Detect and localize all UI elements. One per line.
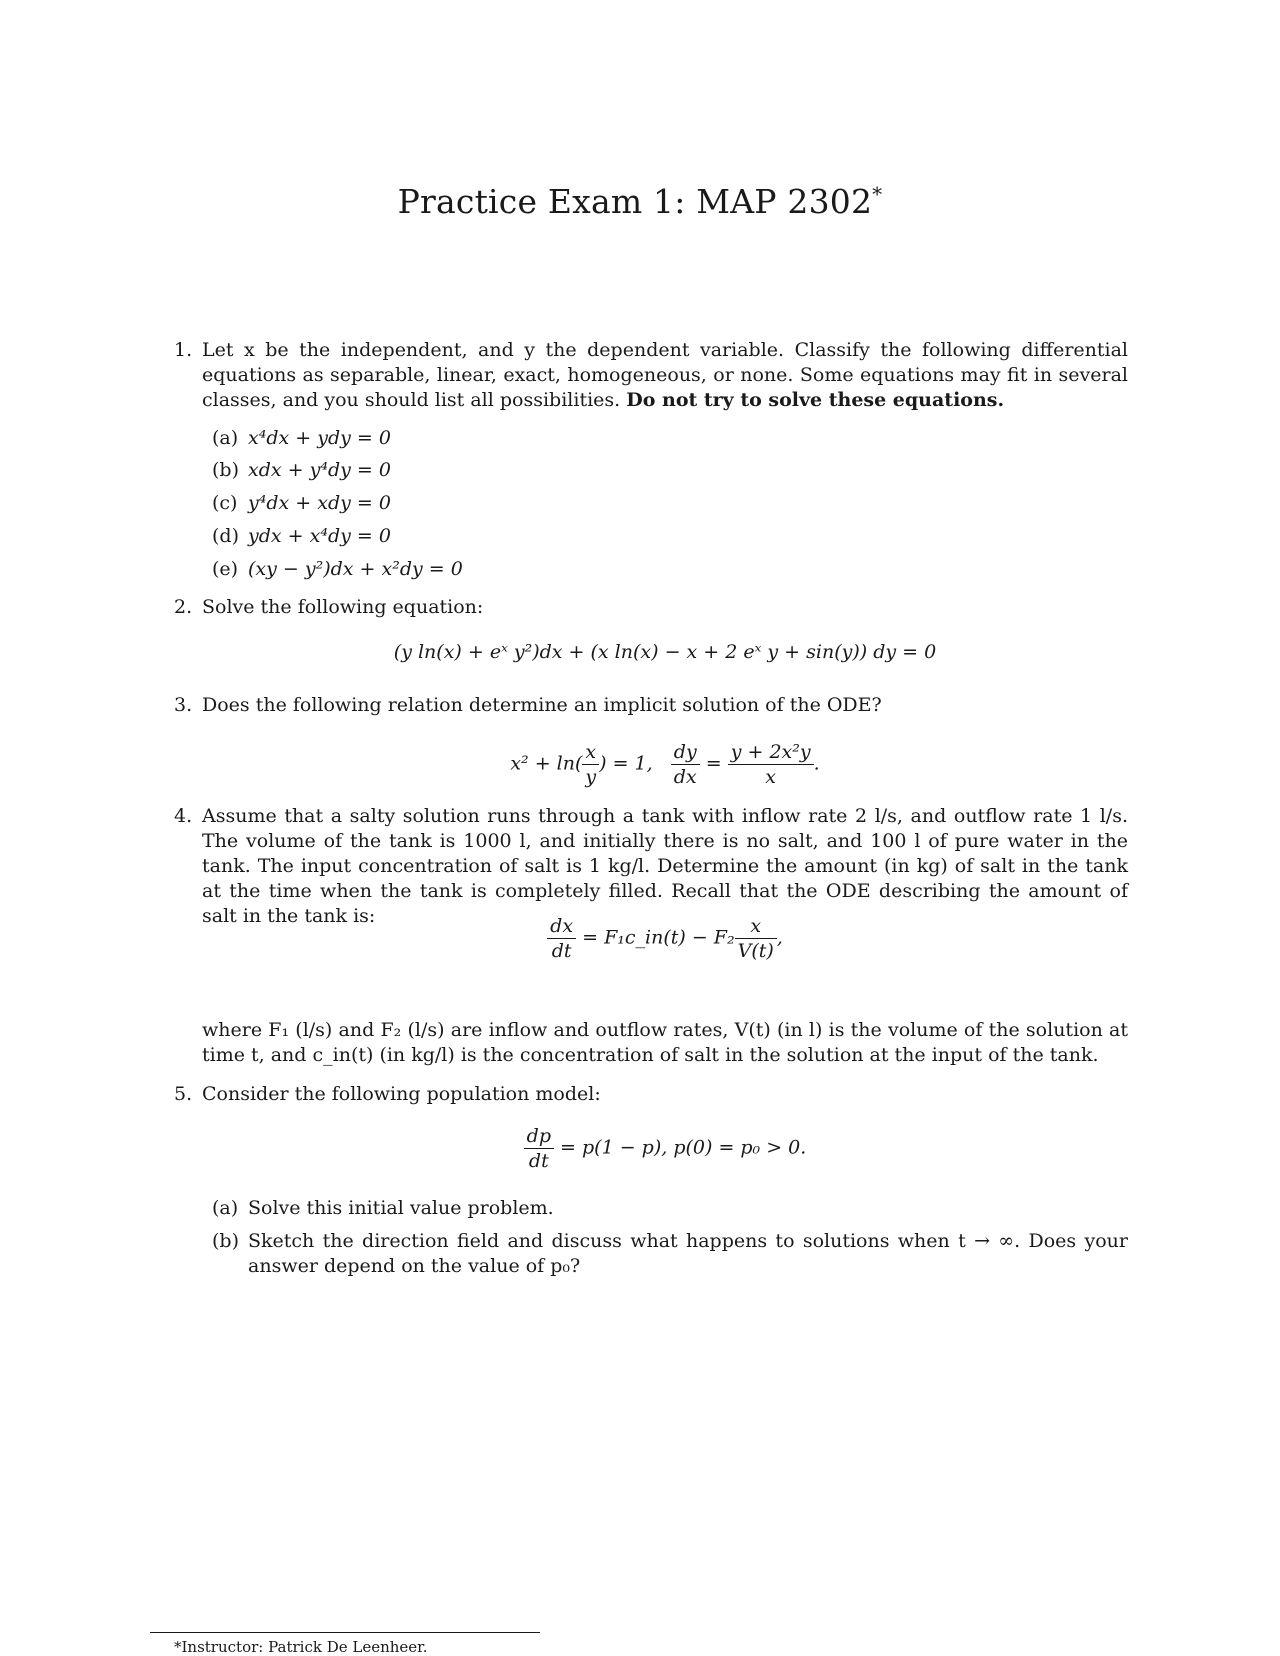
q4-eq-end: , [776,926,783,949]
q1c-label: (c) [212,492,238,514]
q5-equation [202,1124,1128,1173]
q5-text: Consider the following population model: [202,1083,601,1105]
q3-fraction-rhs [728,740,814,789]
q1b-label: (b) [212,459,239,481]
q1e-equation: (xy − y²)dx + x²dy = 0 [248,558,463,580]
q5-frac-numerator: dp [524,1124,554,1149]
q4-frac2-denominator: V(t) [737,940,774,962]
q4-frac2-numerator: x [735,914,777,939]
q4-equation [202,914,1128,963]
q4-after-text: where F₁ (l/s) and F₂ (l/s) are inflow and outflow rates, V(t) (in l) is the volume of the solution at time t, and c_in(t) (in kg/l) is the concentration of salt in the solution at the input of the tank. [202,1019,1128,1066]
q5b-text: Sketch the direction field and discuss what happens to solutions when t → ∞. Does your answer depend on the value of p₀? [248,1230,1128,1277]
q3-frac3-numerator: y + 2x²y [728,740,814,765]
q3-fraction-x-over-y [582,740,599,789]
q4-eq-mid: = F₁c_in(t) − F₂ [582,926,735,949]
q1a-equation: x⁴dx + ydy = 0 [248,427,391,449]
q2-equation: (y ln(x) + eˣ y²)dx + (x ln(x) − x + 2 eˣ y + sin(y)) dy = 0 [393,641,937,663]
q1a-label: (a) [212,427,239,449]
q3-number: 3. [174,694,193,716]
q1-text [202,338,1128,413]
q1e-label: (e) [212,558,239,580]
q2-text: Solve the following equation: [202,596,484,618]
q5-fraction-dp-dt [524,1124,554,1173]
title-footnote-mark: * [872,182,883,206]
q3-eq-mid: ) = 1, [599,752,653,775]
q4-text: Assume that a salty solution runs through a tank with inflow rate 2 l/s, and outflow rate 1 l/s. The volume of the tank is 1000 l, and initially there is no salt, and 100 l of pure water in the tank. The input concentration of salt is 1 kg/l. Determine the amount (in kg) of salt in the tank at the time when the tank is completely filled. Recall that the ODE describing the amount of salt in the tank is: [202,805,1128,927]
q1-text-body: Let x be the independent, and y the dependent variable. Classify the following differential equations as separable, linear, exact, homogeneous, or none. Some equations may fit in several classes, and you should list all possibilities. [202,339,1128,411]
q3-frac1-numerator: x [582,740,599,765]
q2-number: 2. [174,596,193,618]
q5b-label: (b) [212,1230,239,1252]
q3-text: Does the following relation determine an implicit solution of the ODE? [202,694,882,716]
q4-fraction-dx-dt [547,914,576,963]
q5-number: 5. [174,1083,193,1105]
q3-eq-end: . [813,752,820,775]
q5a-text: Solve this initial value problem. [248,1197,554,1219]
footnote-rule [150,1632,540,1633]
q1-number: 1. [174,339,193,361]
q3-fraction-dy-dx [671,740,700,789]
q4-fraction-x-over-v [735,914,777,963]
q3-equation [202,740,1128,789]
q1d-equation: ydx + x⁴dy = 0 [248,525,391,547]
q3-eq-equals: = [705,752,722,775]
q4-number: 4. [174,805,193,827]
q3-eq-left: x² + ln( [510,752,583,775]
q3-frac3-denominator: x [765,766,777,788]
q5-frac-denominator: dt [528,1150,549,1172]
q3-frac1-denominator: y [585,766,597,788]
q4-frac1-denominator: dt [551,940,572,962]
q1d-label: (d) [212,525,239,547]
q1-text-bold: Do not try to solve these equations. [626,389,1005,411]
q4-frac1-numerator: dx [547,914,576,939]
q3-frac2-denominator: dx [673,766,697,788]
page-title: Practice Exam 1: MAP 2302* [397,182,883,221]
q5-eq-rest: = p(1 − p), p(0) = p₀ > 0. [560,1136,807,1159]
q5a-label: (a) [212,1197,239,1219]
footnote: *Instructor: Patrick De Leenheer. [174,1638,428,1656]
q3-frac2-numerator: dy [671,740,700,765]
q1b-equation: xdx + y⁴dy = 0 [248,459,391,481]
q1c-equation: y⁴dx + xdy = 0 [248,492,391,514]
